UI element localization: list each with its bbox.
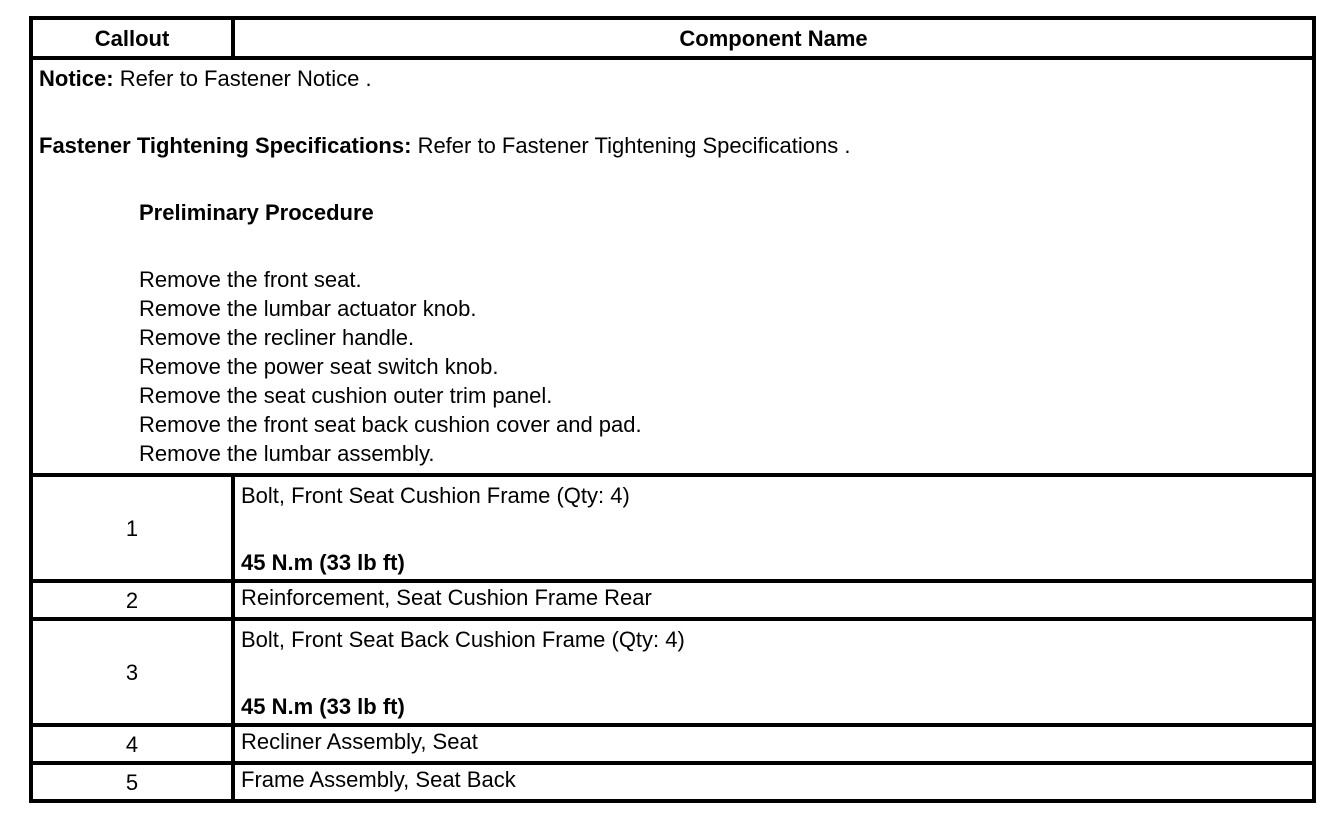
procedure-step: Remove the recliner handle. (139, 325, 415, 350)
callout-header: Callout (31, 18, 233, 58)
spec-paragraph (39, 131, 1312, 160)
component-cell (233, 619, 1314, 725)
table-row (31, 725, 1314, 763)
component-name: Recliner Assembly, Seat (233, 725, 1314, 763)
notice-paragraph (39, 64, 1312, 93)
component-name: Bolt, Front Seat Cushion Frame (Qty: 4) (241, 483, 630, 508)
procedure-step: Remove the lumbar actuator knob. (139, 296, 477, 321)
header-row (31, 18, 1314, 58)
table-row (31, 475, 1314, 581)
table-row (31, 619, 1314, 725)
torque-spec: 45 N.m (33 lb ft) (241, 694, 405, 719)
notice-label: Notice: (39, 66, 114, 91)
procedure-steps (139, 265, 1312, 468)
component-name: Frame Assembly, Seat Back (233, 763, 1314, 801)
spec-text: Refer to Fastener Tightening Specifications . (417, 133, 851, 158)
callout-number: 4 (31, 725, 233, 763)
table-row (31, 763, 1314, 801)
component-table (29, 16, 1316, 803)
callout-number: 5 (31, 763, 233, 801)
preliminary-title: Preliminary Procedure (139, 200, 374, 225)
procedure-step: Remove the lumbar assembly. (139, 441, 435, 466)
table-row (31, 581, 1314, 619)
component-name: Bolt, Front Seat Back Cushion Frame (Qty: 4) (241, 627, 685, 652)
component-name: Reinforcement, Seat Cushion Frame Rear (233, 581, 1314, 619)
torque-spec: 45 N.m (33 lb ft) (241, 550, 405, 575)
callout-number: 3 (31, 619, 233, 725)
notice-cell (31, 58, 1314, 475)
procedure-step: Remove the seat cushion outer trim panel. (139, 383, 553, 408)
procedure-step: Remove the front seat. (139, 267, 362, 292)
callout-number: 2 (31, 581, 233, 619)
notice-row (31, 58, 1314, 475)
component-cell (233, 475, 1314, 581)
procedure-step: Remove the front seat back cushion cover and pad. (139, 412, 642, 437)
procedure-step: Remove the power seat switch knob. (139, 354, 499, 379)
component-name-header: Component Name (233, 18, 1314, 58)
spec-label: Fastener Tightening Specifications: (39, 133, 412, 158)
notice-text: Refer to Fastener Notice . (119, 66, 372, 91)
callout-number: 1 (31, 475, 233, 581)
preliminary-procedure (39, 198, 1312, 468)
